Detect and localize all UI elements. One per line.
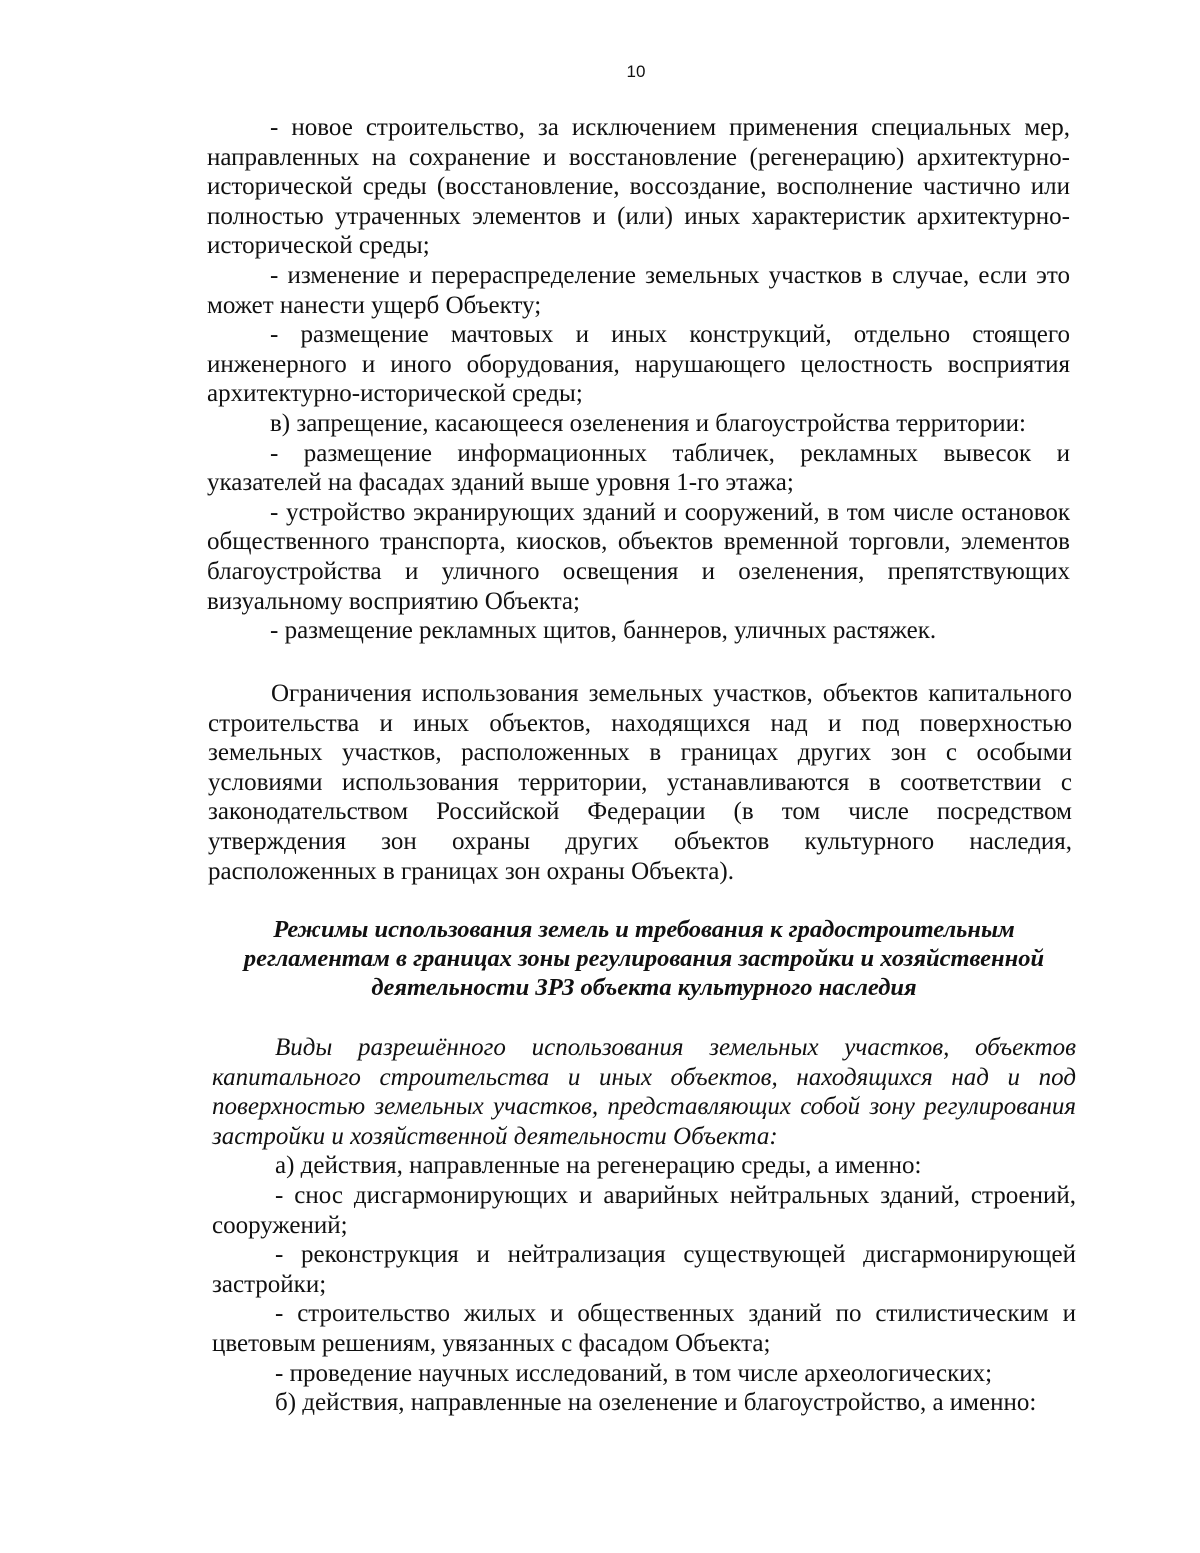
- list-item: - новое строительство, за исключением применения специальных мер, направленных на сохранение и восстановление (регенерацию) архитектурно-исторической среды (восстановление, воссоздание, восполнение частично или полностью утраченных элементов и (или) иных характеристик архитектурно-исторической среды;: [207, 114, 1070, 260]
- list-item: - реконструкция и нейтрализация существующей дисгармонирующей застройки;: [212, 1241, 1076, 1298]
- list-item: б) действия, направленные на озеленение и благоустройство, а именно:: [275, 1389, 1037, 1417]
- prohibitions-list: [207, 113, 1070, 646]
- list-item: в) запрещение, касающееся озеленения и благоустройства территории:: [270, 409, 1026, 437]
- permitted-uses-list: [212, 1033, 1076, 1418]
- permitted-uses-intro: Виды разрешённого использования земельных участков, объектов капитального строительства и иных объектов, находящихся над и под поверхностью земельных участков, представляющих собой зону регулирования застройки и хозяйственной деятельности Объекта:: [212, 1034, 1076, 1150]
- list-item: - размещение рекламных щитов, баннеров, уличных растяжек.: [270, 617, 937, 645]
- page-number: 10: [626, 62, 646, 81]
- list-item: а) действия, направленные на регенерацию среды, а именно:: [275, 1152, 922, 1180]
- list-item: - размещение мачтовых и иных конструкций, отдельно стоящего инженерного и иного оборудования, нарушающего целостность восприятия архитектурно-исторической среды;: [207, 321, 1070, 408]
- heading-line: деятельности ЗРЗ объекта культурного наследия: [371, 974, 917, 1001]
- restrictions-paragraph-block: [208, 679, 1072, 886]
- list-item: - устройство экранирующих зданий и сооружений, в том числе остановок общественного транспорта, киосков, объектов временной торговли, элементов благоустройства и уличного освещения и озеленения, препятствующих визуальному восприятию Объекта;: [207, 498, 1070, 615]
- section-heading: [212, 915, 1076, 1002]
- list-item: - снос дисгармонирующих и аварийных нейтральных зданий, строений, сооружений;: [212, 1181, 1076, 1239]
- list-item: - изменение и перераспределение земельных участков в случае, если это может нанести ущерб Объекту;: [207, 261, 1070, 319]
- list-item: - строительство жилых и общественных зданий по стилистическим и цветовым решениям, увязанных с фасадом Объекта;: [212, 1300, 1076, 1357]
- heading-line: Режимы использования земель и требования к градостроительным: [273, 916, 1015, 943]
- list-item: - размещение информационных табличек, рекламных вывесок и указателей на фасадах зданий выше уровня 1-го этажа;: [207, 439, 1070, 497]
- restrictions-paragraph: Ограничения использования земельных участков, объектов капитального строительства и иных объектов, находящихся над и под поверхностью земельных участков, расположенных в границах других зон с особыми условиями использования территории, устанавливаются в соответствии с законодательством Российской Федерации (в том числе посредством утверждения зон охраны других объектов культурного наследия, расположенных в границах зон охраны Объекта).: [208, 680, 1072, 885]
- list-item: - проведение научных исследований, в том числе археологических;: [275, 1359, 993, 1387]
- heading-line: регламентам в границах зоны регулирования застройки и хозяйственной: [243, 945, 1045, 972]
